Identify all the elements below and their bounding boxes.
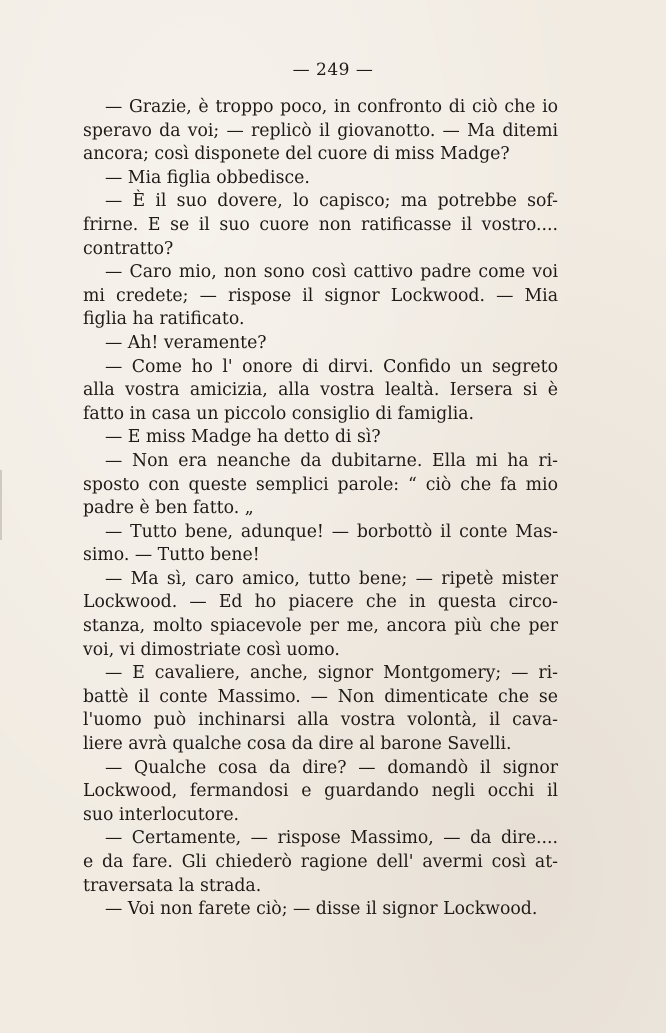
text-line: voi, vi dimostriate così uomo. — [83, 639, 340, 660]
text-line: — Caro mio, non sono così cattivo padre come voi — [105, 262, 558, 283]
text-line: — Come ho l' onore di dirvi. Confido un segreto — [105, 356, 558, 377]
text-line: frirne. E se il suo cuore non ratificasse il vostro.... — [83, 214, 558, 235]
text-line: stanza, molto spiacevole per me, ancora più che per — [83, 616, 558, 637]
text-line: traversata la strada. — [83, 875, 262, 896]
text-line: padre è ben fatto. „ — [83, 498, 254, 519]
text-line: — Voi non farete ciò; — disse il signor Lockwood. — [105, 899, 538, 920]
text-line: e da fare. Gli chiederò ragione dell' avermi così at- — [83, 852, 558, 872]
page-number: — 249 — — [292, 60, 374, 80]
text-line: liere avrà qualche cosa da dire al barone Savelli. — [83, 734, 512, 755]
text-line: simo. — Tutto bene! — [83, 545, 260, 566]
text-line: ancora; così disponete del cuore di miss Madge? — [83, 144, 510, 165]
text-line: battè il conte Massimo. — Non dimenticate che se — [83, 686, 558, 707]
text-line: sposto con queste semplici parole: “ ciò che fa mio — [83, 474, 558, 495]
text-line: — Non era neanche da dubitarne. Ella mi ha ri- — [105, 450, 558, 471]
text-line: — Certamente, — rispose Massimo, — da dire.... — [105, 828, 558, 849]
text-line: — Mia figlia obbedisce. — [105, 167, 310, 188]
text-line: — E cavaliere, anche, signor Montgomery; — ri- — [105, 663, 558, 684]
text-line: mi credete; — rispose il signor Lockwood. — Mia — [83, 285, 558, 306]
text-line: — E miss Madge ha detto di sì? — [105, 427, 381, 448]
text-line: — Ah! veramente? — [105, 332, 267, 353]
text-line: — Ma sì, caro amico, tutto bene; — ripetè mister — [105, 568, 558, 589]
text-line: — Tutto bene, adunque! — borbottò il conte Mas- — [105, 521, 558, 542]
text-line: Lockwood, fermandosi e guardando negli occhi il — [83, 781, 558, 802]
text-line: l'uomo può inchinarsi alla vostra volontà, il cava- — [83, 710, 558, 731]
text-line: fatto in casa un piccolo consiglio di famiglia. — [83, 403, 475, 424]
text-line: — Grazie, è troppo poco, in confronto di ciò che io — [105, 97, 558, 117]
text-line: speravo da voi; — replicò il giovanotto. — Ma ditemi — [83, 120, 558, 141]
text-line: — È il suo dovere, lo capisco; ma potrebbe sof- — [105, 191, 558, 212]
text-line: suo interlocutore. — [83, 804, 240, 825]
text-line: — Qualche cosa da dire? — domandò il signor — [105, 757, 558, 778]
text-line: contratto? — [83, 238, 174, 259]
text-line: alla vostra amicizia, alla vostra lealtà. Iersera si è — [83, 380, 558, 401]
binding-shadow — [0, 470, 12, 540]
text-line: figlia ha ratificato. — [83, 309, 245, 330]
body-text — [83, 96, 558, 922]
text-line: Lockwood. — Ed ho piacere che in questa circo- — [83, 592, 558, 613]
